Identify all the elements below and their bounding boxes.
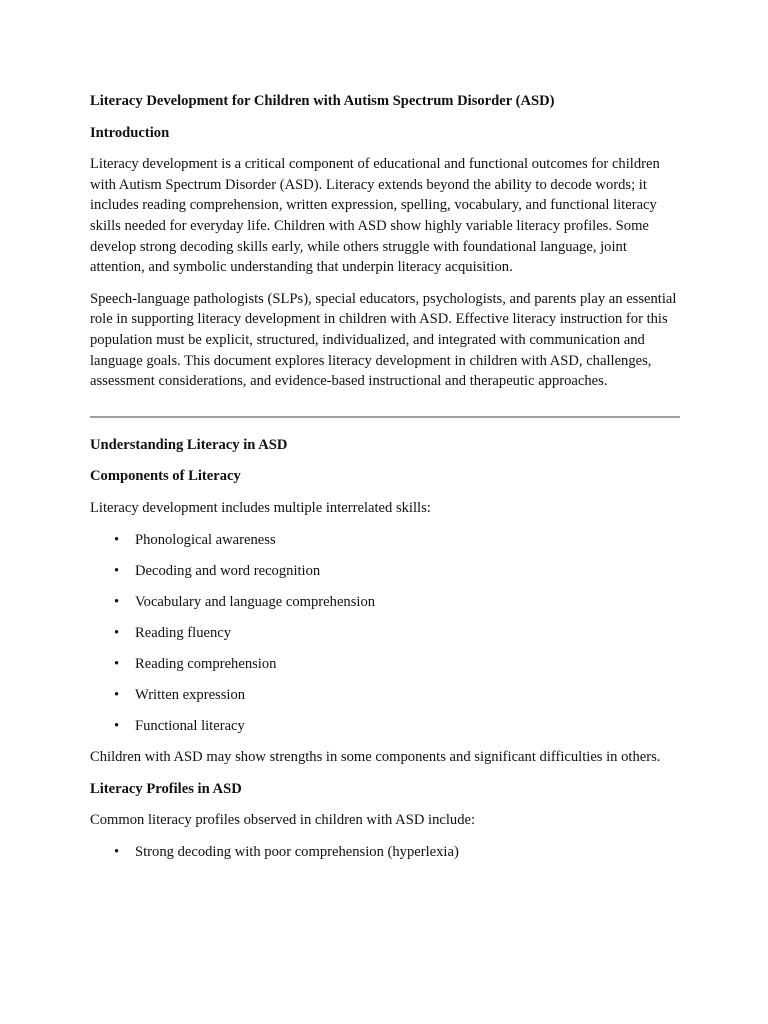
bullet-icon: •: [114, 655, 120, 672]
list-item-text: Vocabulary and language comprehension: [135, 593, 376, 610]
bullet-icon: •: [114, 843, 120, 860]
list-item: [90, 530, 680, 551]
profiles-intro: Common literacy profiles observed in children with ASD include:: [90, 812, 476, 829]
components-intro: Literacy development includes multiple interrelated skills:: [90, 499, 431, 516]
bullet-icon: •: [114, 686, 120, 703]
profiles-list: [90, 842, 680, 863]
list-item-text: Decoding and word recognition: [135, 562, 321, 579]
section-divider: [90, 416, 680, 418]
bullet-icon: •: [114, 531, 120, 548]
bullet-icon: •: [114, 593, 120, 610]
document-title: Literacy Development for Children with Autism Spectrum Disorder (ASD): [90, 93, 555, 109]
list-item-text: Functional literacy: [135, 718, 245, 735]
intro-paragraph-2: Speech-language pathologists (SLPs), special educators, psychologists, and parents play an essential role in supporting literacy development in children with ASD. Effective literacy instruction for this population must be explicit, structured, individualized, and integrated with communication and language goals. This document explores literacy development in children with ASD, challenges, assessment considerations, and evidence-based instructional and therapeutic approaches.: [90, 290, 677, 390]
list-item: [90, 592, 680, 613]
list-item: [90, 685, 680, 706]
list-item: [90, 623, 680, 644]
list-item-text: Strong decoding with poor comprehension (hyperlexia): [135, 843, 459, 860]
list-item: [90, 716, 680, 737]
list-item: [90, 654, 680, 675]
bullet-icon: •: [114, 718, 120, 735]
components-note: Children with ASD may show strengths in some components and significant difficulties in others.: [90, 749, 661, 766]
list-item-text: Phonological awareness: [135, 531, 276, 548]
components-heading: Components of Literacy: [90, 468, 241, 485]
profiles-heading: Literacy Profiles in ASD: [90, 780, 242, 797]
section-heading-understanding-literacy: Understanding Literacy in ASD: [90, 436, 288, 453]
bullet-icon: •: [114, 624, 120, 641]
bullet-icon: •: [114, 562, 120, 579]
intro-paragraph-1: Literacy development is a critical component of educational and functional outcomes for children with Autism Spectrum Disorder (ASD). Literacy extends beyond the ability to decode words; it includes reading comprehension, written expression, spelling, vocabulary, and functional literacy skills needed for everyday life. Children with ASD show highly variable literacy profiles. Some develop strong decoding skills early, while others struggle with foundational language, joint attention, and symbolic understanding that underpin literacy acquisition.: [90, 156, 660, 276]
components-list: [90, 530, 680, 737]
list-item: [90, 561, 680, 582]
list-item-text: Written expression: [135, 686, 246, 703]
document-page: [90, 91, 680, 873]
list-item-text: Reading comprehension: [135, 655, 277, 672]
list-item-text: Reading fluency: [135, 624, 232, 641]
list-item: [90, 842, 680, 863]
introduction-heading: Introduction: [90, 124, 170, 141]
